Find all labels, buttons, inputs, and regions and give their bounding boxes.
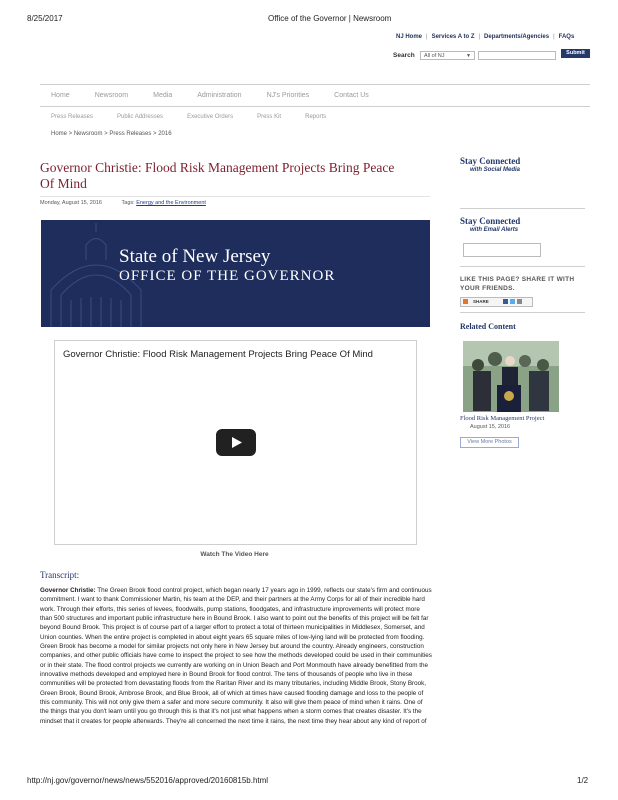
subnav-reports[interactable]: Reports	[305, 114, 327, 120]
transcript-text: The Green Brook flood control project, which began nearly 17 years ago in 1999, reflects our state's firm and continuous commitment. I want to thank Commissioner Martin, his team at the DEP, and their partners at the Army Corps for all of their incredible hard work. Through their efforts, this series of levees, floodwalls, pump stations, floodgates, and infrastructure improvements will protect more than 500 structures and important public infrastructure here in Bound Brook. I also want to point out the benefits of this project will be felt far beyond Bound Brook. This project is of course part of a larger effort to protect a total of thirteen municipalities in Middlesex, Somerset, and Union counties. When the entire project is completed in about eight years 65 square miles of low-lying land will be protected from flooding. Green Brook has become a model for similar projects not only here in New Jersey but around the country. Already engineers, construction companies, and other public officials have come to inspect the project to see how the methods developed could be used in their communities or in their state. The flood control projects we currently are working on in Union Beach and Port Monmouth have already benefitted from the innovative methods developed and employed here in Bound Brook for flood control. The tens of thousands of people who live in these communities will be protected from devastating floods from the Raritan River and its many tributaries, including Middle Brook, Stony Brook, Green Brook, Bound Brook, Ambrose Brook, and Blue Brook, all of which at times have caused flooding damage and loss to the people of this community. This will not only give them a safer and more secure community. It also will give them peace of mind when it rains. One of the things that you don't learn until you go through this is that it's not just what happens when a storm comes that creates disaster. It's the mindset that it creates for people afterwards. They're all concerned the next time it rains, the next time they hear about any kind of report of	[40, 587, 432, 725]
social-subheading: with Social Media	[470, 167, 521, 173]
print-date: 8/25/2017	[27, 14, 63, 23]
print-url: http://nj.gov/governor/news/news/552016/approved/20160815b.html	[27, 776, 269, 785]
chevron-down-icon: ▼	[466, 53, 471, 59]
video-caption: Watch The Video Here	[200, 551, 269, 558]
video-title: Governor Christie: Flood Risk Management Projects Bring Peace Of Mind	[63, 349, 373, 360]
print-page-number: 1/2	[577, 776, 589, 785]
tags-label: Tags:	[121, 200, 135, 206]
nav-contact[interactable]: Contact Us	[334, 92, 369, 99]
sidebar-divider-2	[460, 266, 585, 267]
title-divider	[40, 196, 430, 197]
transcript-heading: Transcript:	[40, 570, 80, 580]
tag-link[interactable]: Energy and the Environment	[136, 200, 206, 206]
sidebar-divider-1	[460, 208, 585, 209]
top-links: NJ Home | Services A to Z | Departments/Agencies | FAQs	[396, 34, 575, 40]
sidebar-divider-3	[460, 312, 585, 313]
share-button[interactable]	[460, 297, 533, 307]
toplink-nj-home[interactable]: NJ Home	[396, 34, 423, 40]
nav-administration[interactable]: Administration	[197, 92, 242, 99]
article-meta	[40, 200, 206, 206]
toplink-departments[interactable]: Departments/Agencies	[484, 34, 550, 40]
view-more-photos-button[interactable]: View More Photos	[460, 437, 519, 448]
related-photo[interactable]	[463, 341, 559, 412]
governor-banner	[41, 220, 430, 327]
subnav-executive-orders[interactable]: Executive Orders	[187, 114, 234, 120]
share-icon	[463, 299, 468, 304]
page-title: Governor Christie: Flood Risk Management Projects Bring Peace Of Mind	[40, 160, 395, 191]
search-scope-select[interactable]	[420, 51, 475, 60]
subnav-press-releases[interactable]: Press Releases	[51, 114, 94, 120]
search-submit-button[interactable]: Submit	[561, 49, 590, 58]
subnav-public-addresses[interactable]: Public Addresses	[117, 114, 164, 120]
banner-line1: State of New Jersey	[119, 246, 271, 267]
article-date: Monday, August 15, 2016	[40, 200, 102, 206]
search-label: Search	[393, 52, 415, 59]
breadcrumb[interactable]: Home > Newsroom > Press Releases > 2016	[51, 131, 172, 137]
email-heading: Stay Connected	[460, 216, 521, 226]
toplink-services[interactable]: Services A to Z	[431, 34, 475, 40]
email-input[interactable]	[463, 243, 541, 257]
banner-line2: OFFICE OF THE GOVERNOR	[119, 268, 336, 284]
play-icon	[216, 429, 256, 456]
search-scope-value: All of NJ	[424, 53, 445, 59]
play-button[interactable]	[216, 429, 256, 456]
nav-top-divider	[40, 84, 590, 85]
related-heading: Related Content	[460, 322, 516, 331]
nav-home[interactable]: Home	[51, 92, 70, 99]
related-date: August 15, 2016	[470, 424, 511, 430]
social-heading: Stay Connected	[460, 156, 521, 166]
like-share-text: LIKE THIS PAGE? SHARE IT WITH YOUR FRIENDS.	[460, 276, 575, 292]
related-title[interactable]: Flood Risk Management Project	[460, 415, 545, 422]
photo-podium-image	[463, 341, 559, 412]
video-player[interactable]	[54, 340, 417, 545]
secondary-nav	[51, 114, 350, 120]
toplink-faqs[interactable]: FAQs	[558, 34, 575, 40]
speaker-name: Governor Christie:	[40, 587, 96, 594]
nav-bottom-divider	[40, 106, 590, 107]
more-share-icon	[517, 299, 522, 304]
email-subheading: with Email Alerts	[470, 227, 519, 233]
nav-newsroom[interactable]: Newsroom	[94, 92, 129, 99]
search-input[interactable]	[478, 51, 556, 60]
share-label: SHARE	[473, 299, 489, 304]
transcript-body	[40, 586, 433, 726]
twitter-icon	[510, 299, 515, 304]
nav-media[interactable]: Media	[153, 92, 173, 99]
print-title: Office of the Governor | Newsroom	[268, 14, 392, 23]
facebook-icon	[503, 299, 508, 304]
primary-nav	[51, 92, 394, 99]
subnav-press-kit[interactable]: Press Kit	[257, 114, 282, 120]
nav-priorities[interactable]: NJ's Priorities	[266, 92, 310, 99]
